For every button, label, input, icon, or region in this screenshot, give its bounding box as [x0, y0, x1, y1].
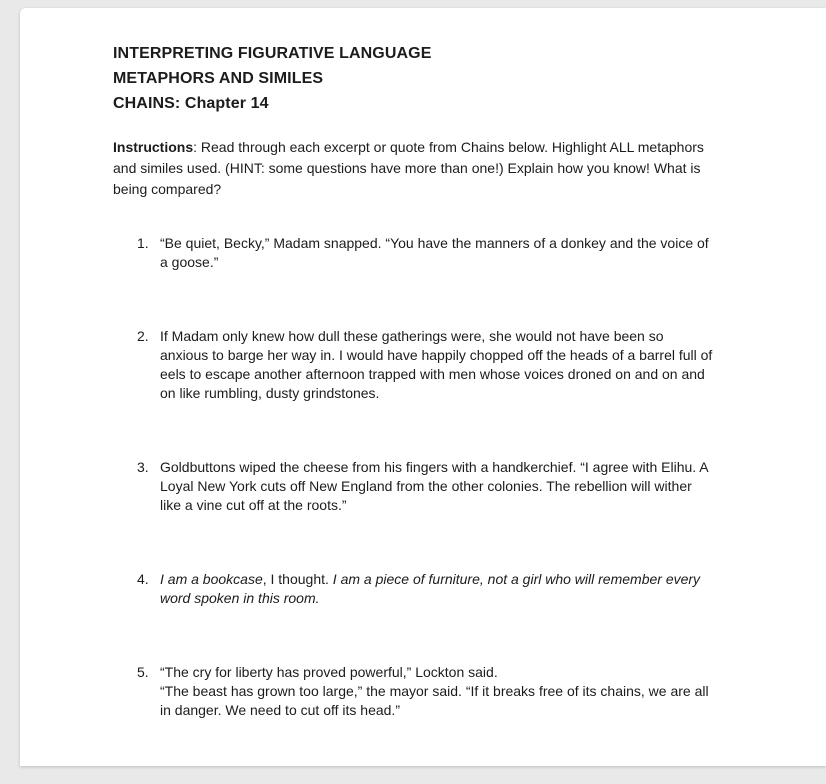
list-item-text: “Be quiet, Becky,” Madam snapped. “You have the manners of a donkey and the voice of a goose.” [160, 235, 709, 270]
list-item-number: 3. [137, 459, 149, 475]
list-item-number: 1. [137, 235, 149, 251]
instructions-paragraph [113, 137, 713, 200]
title-line-1: INTERPRETING FIGURATIVE LANGUAGE [113, 45, 432, 62]
worksheet-page [20, 8, 826, 766]
list-item [113, 327, 713, 403]
text-run: , I thought. [262, 571, 333, 587]
list-item-text: If Madam only knew how dull these gatherings were, she would not have been so anxious to barge her way in. I would have happily chopped off the heads of a barrel full of eels to escape another afternoon trapped with men whose voices droned on and on and on like rumbling, dusty grindstones. [160, 328, 713, 401]
text-line: “The beast has grown too large,” the mayor said. “If it breaks free of its chains, we are all in danger. We need to cut off its head.” [160, 683, 709, 718]
text-run-italic: I am a piece of furniture, not a girl who will remember every word spoken in this room. [160, 571, 701, 606]
text-line: “The cry for liberty has proved powerful,” Lockton said. [160, 664, 498, 680]
list-item-number: 5. [137, 664, 149, 680]
list-item-text [160, 663, 713, 720]
list-item-number: 4. [137, 571, 149, 587]
quote-list [113, 234, 713, 720]
instructions-label: Instructions [113, 139, 194, 155]
list-item [113, 663, 713, 720]
title-block [113, 41, 713, 116]
list-item-text: Goldbuttons wiped the cheese from his fingers with a handkerchief. “I agree with Elihu. A Loyal New York cuts off New England from the other colonies. The rebellion will wither like a vine cut off at the roots.” [160, 459, 708, 513]
list-item-number: 2. [137, 328, 149, 344]
list-item [113, 570, 713, 608]
list-item [113, 234, 713, 272]
instructions-text: : Read through each excerpt or quote from Chains below. Highlight ALL metaphors and similes used. (HINT: some questions have more than one!) Explain how you know! What is being compared? [113, 139, 704, 197]
text-run-italic: I am a bookcase [160, 571, 263, 587]
title-line-2: METAPHORS AND SIMILES [113, 70, 324, 87]
list-item-text [160, 570, 713, 608]
title-line-3: CHAINS: Chapter 14 [113, 95, 269, 112]
list-item [113, 458, 713, 515]
